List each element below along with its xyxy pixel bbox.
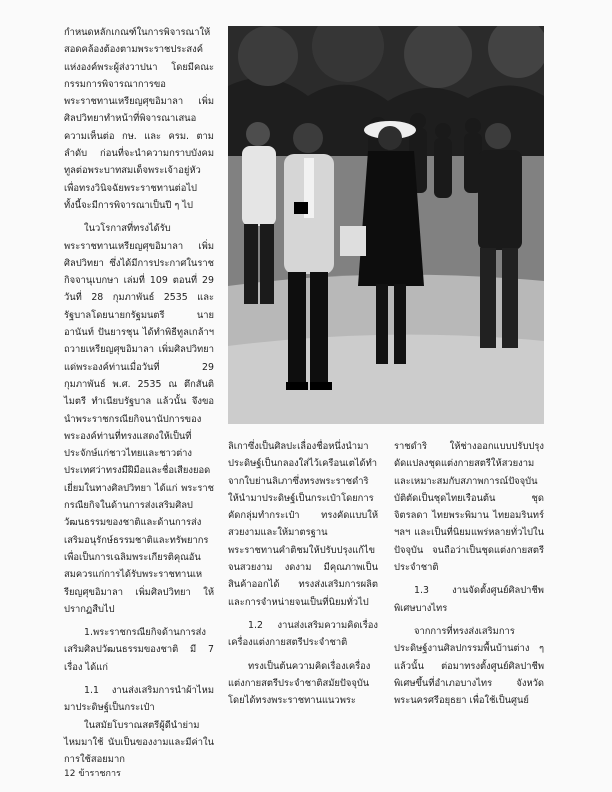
page-folio: 12 ข้าราชการ (64, 769, 121, 779)
paragraph: ลิเกาซึ่งเป็นศิลปะเลื่องชื่อหนึ่งนำมาประดิษฐ์เป็นกลองใส่ไว้เครือนเตได้ทำจากใบย่านลิเภาซึ่งทรงพระราชดำริให้นำมาประดิษฐ์เป็นกระเป๋าโดยการคัดกลุ่มทำกระเป๋า ทรงคัดแบบให้สวยงามและให้มาตรฐานพระราชทานคำติชมให้ปรับปรุงแก้ไขจนสวยงาม งดงาม มีคุณภาพเป็นสินค้าออกได้ ทรงส่งเสริมการผลิตและการจำหน่ายจนเป็นที่นิยมทั่วไป (228, 441, 378, 608)
royal-walk-photo (228, 26, 544, 424)
section-heading: 1.พระราชกรณียกิจด้านการส่งเสริมศิลปวัฒนธรรมของชาติ มี 7 เรื่อง ได้แก่ (64, 627, 214, 673)
middle-text-column (228, 438, 378, 709)
paragraph: ราชดำริ ให้ช่างออกแบบปรับปรุงดัดแปลงชุดแต่งกายสตรีให้สวยงามและเหมาะสมกับสภาพการณ์ปัจจุบัน บัติตัดเป็นชุดไทยเรือนต้น ชุดจิตรลดา ไทยพระพิมาน ไทยอมรินทร์ ฯลฯ และเป็นที่นิยมแพร่หลายทั่วไปในปัจจุบัน จนถือว่าเป็นชุดแต่งกายสตรีประจำชาติ (394, 441, 544, 574)
right-text-column (394, 438, 544, 709)
subsection-heading: 1.2 งานส่งเสริมความคิดเรื่องเครื่องแต่งกายสตรีประจำชาติ (228, 619, 378, 649)
paragraph: ในสมัยโบราณสตรีผู้ดีนำย่ามไหมมาใช้ นับเป็นของงามและมีค่าในการใช้สอยมาก (64, 719, 214, 766)
paragraph: จากการที่ทรงส่งเสริมการประดิษฐ์งานศิลปกรรมพื้นบ้านต่าง ๆ แล้วนั้น ต่อมาทรงตั้งศูนย์ศิลปาชีพพิเศษขึ้นที่อำเภอบางไทร จังหวัดพระนครศรีอยุธยา เพื่อใช้เป็นศูนย์ (394, 625, 544, 707)
subsection-heading: 1.3 งานจัดตั้งศูนย์ศิลปาชีพพิเศษบางไทร (394, 585, 544, 614)
subsection-heading: 1.1 งานส่งเสริมการนำผ้าไหมมาประดิษฐ์เป็นกระเป๋า (64, 684, 214, 714)
paragraph: กำหนดหลักเกณฑ์ในการพิจารณาให้สอดคล้องต้องตามพระราชประสงค์แห่งองค์พระผู้ส่งวาปนา โดยมีคณะกรรมการพิจารณาการขอพระราชทานเหรียญศุขอิมาลา เพิ่มศิลปวิทยาทำหน้าที่พิจารณาเสนอความเห็นต่อ กษ. และ ครม. ตามลำดับ ก่อนที่จะนำความกราบบังคมทูลต่อพระบาทสมเด็จพระเจ้าอยู่หัว เพื่อทรงวินิจฉัยพระราชทานต่อไป ทั้งนี้จะมีการพิจารณาเป็นปี ๆ ไป (64, 27, 214, 211)
left-text-column (64, 24, 214, 768)
paragraph: ในวโรกาสที่ทรงได้รับพระราชทานเหรียญศุขอิมาลา เพิ่มศิลปวิทยา ซึ่งได้มีการประกาศในราชกิจจานุเบกษา เล่มที่ 109 ตอนที่ 29 วันที่ 28 กุมภาพันธ์ 2535 และรัฐบาลโดยนายกรัฐมนตรี นายอานันท์ ปันยารชุน ได้ทำพิธีทูลเกล้าฯ ถวายเหรียญศุขอิมาลา เพิ่มศิลปวิทยา แด่พระองค์ท่านเมื่อวันที่ 29 กุมภาพันธ์ พ.ศ. 2535 ณ ตึกสันติไมตรี ทำเนียบรัฐบาล แล้วนั้น จึงขอนำพระราชกรณียกิจนานัปการของพระองค์ท่านที่ทรงแสดงให้เป็นที่ประจักษ์แก่ชาวไทยและชาวต่างประเทศว่าทรงมีฝีมือและชื่อเสียงยอดเยี่ยมในทางศิลปวิทยา ได้แก่ พระราชกรณียกิจในด้านการส่งเสริมศิลปวัฒนธรรมของชาติและด้านการส่งเสริมอนุรักษ์ธรรมชาติและทรัพยากร เพื่อเป็นการเฉลิมพระเกียรติคุณอันสมควรแก่การได้รับพระราชทานเหรียญศุขอิมาลา เพิ่มศิลปวิทยา ให้ปรากฏสืบไป (64, 223, 214, 615)
paragraph: ทรงเป็นต้นความคิดเรื่องเครื่องแต่งกายสตรีประจำชาติสมัยปัจจุบัน โดยได้ทรงพระราชทานแนวพระ (228, 660, 371, 707)
